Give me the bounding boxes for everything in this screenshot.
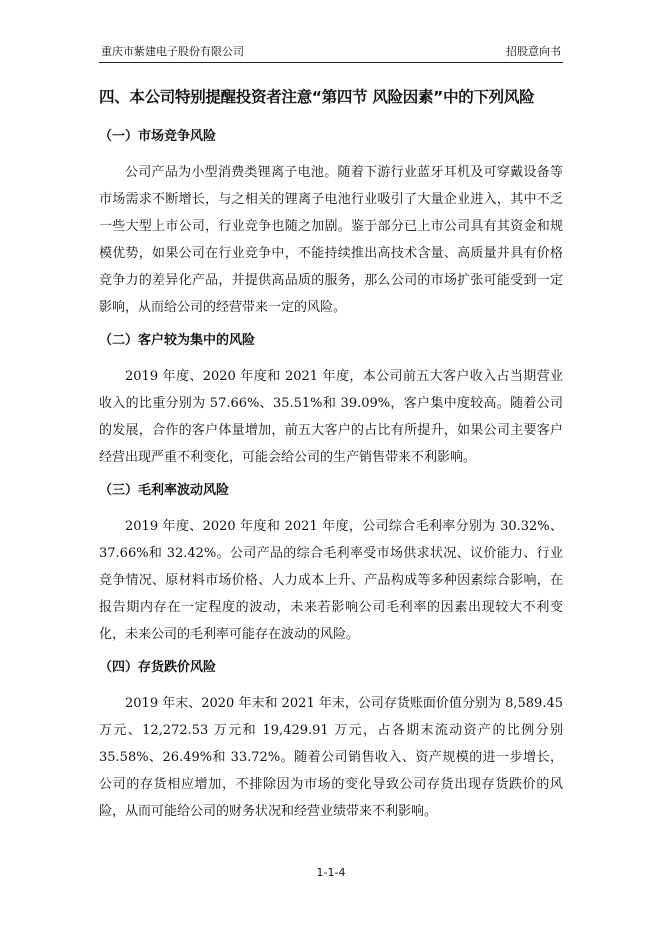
header-document-type: 招股意向书 — [506, 45, 561, 58]
risk-paragraph-inventory-impairment: 2019 年末、2020 年末和 2021 年末，公司存货账面价值分别为 8,589.45 万元、12,272.53 万元和 19,429.91 万元，占各期末流动资产的比例分别 35.58%、26.49%和 33.72%。随着公司销售收入、资产规模的进一步增长，公司的存货相应增加，不排除因为市场的变化导致公司存货出现存货跌价的风险，从而可能给公司的财务状况和经营业绩带来不利影响。 — [99, 696, 563, 819]
risk-paragraph-market-competition: 公司产品为小型消费类锂离子电池。随着下游行业蓝牙耳机及可穿戴设备等市场需求不断增长，与之相关的锂离子电池行业吸引了大量企业进入，其中不乏一些大型上市公司，行业竞争也随之加剧。鉴于部分已上市公司具有其资金和规模优势，如果公司在行业竞争中，不能持续推出高技术含量、高质量并具有价格竞争力的差异化产品，并提供高品质的服务，那么公司的市场扩张可能受到一定影响，从而给公司的经营带来一定的风险。 — [99, 165, 563, 315]
page-number: 1-1-4 — [316, 866, 346, 879]
risk-heading-inventory-impairment: （四）存货跌价风险 — [99, 660, 217, 675]
page-header — [99, 42, 563, 63]
risk-heading-gross-margin: （三）毛利率波动风险 — [99, 483, 230, 498]
header-company-name: 重庆市紫建电子股份有限公司 — [101, 45, 244, 58]
risk-heading-market-competition: （一）市场竞争风险 — [99, 129, 217, 144]
risk-heading-customer-concentration: （二）客户较为集中的风险 — [99, 333, 256, 348]
risk-paragraph-customer-concentration: 2019 年度、2020 年度和 2021 年度，本公司前五大客户收入占当期营业收入的比重分别为 57.66%、35.51%和 39.09%，客户集中度较高。随着公司的发展，合作的客户体量增加，前五大客户的占比有所提升，如果公司主要客户经营出现严重不利变化，可能会给公司的生产销售带来不利影响。 — [99, 369, 563, 465]
section-title: 四、本公司特别提醒投资者注意“第四节 风险因素”中的下列风险 — [99, 88, 535, 106]
risk-paragraph-gross-margin: 2019 年度、2020 年度和 2021 年度，公司综合毛利率分别为 30.32%、37.66%和 32.42%。公司产品的综合毛利率受市场供求状况、议价能力、行业竞争情况、原材料市场价格、人力成本上升、产品构成等多种因素综合影响，在报告期内存在一定程度的波动，未来若影响公司毛利率的因素出现较大不利变化，未来公司的毛利率可能存在波动的风险。 — [99, 519, 563, 642]
main-content — [99, 84, 563, 825]
